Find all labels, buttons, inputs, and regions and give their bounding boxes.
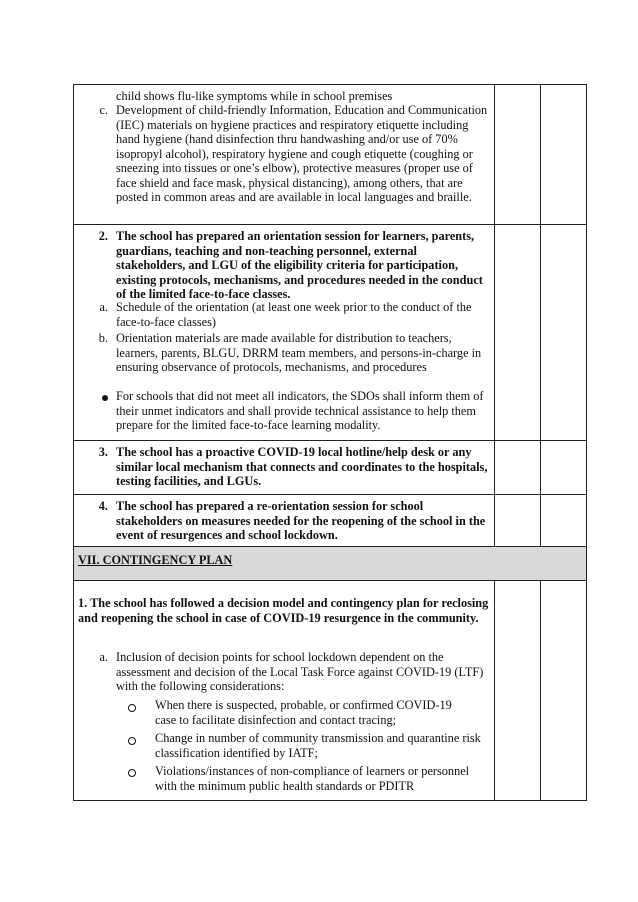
row5-item-a-marker: a. [99, 650, 108, 664]
row1-continuation-text: child shows flu-like symptoms while in school premises [116, 89, 393, 103]
row5-subitem-1: When there is suspected, probable, or confirmed COVID-19 case to facilitate disinfection and contact tracing; [155, 698, 452, 727]
column-divider [494, 84, 495, 546]
bullet-icon [102, 395, 108, 401]
column-divider [540, 84, 541, 546]
row5-item-a-text: Inclusion of decision points for school lockdown dependent on the assessment and decision of the Local Task Force against COVID-19 (LTF) with the following considerations: [116, 650, 484, 693]
row-divider [73, 224, 587, 225]
column-divider [540, 580, 541, 800]
circle-bullet-icon [128, 769, 136, 777]
table-border-top [73, 84, 587, 85]
section-title: VII. CONTINGENCY PLAN [78, 553, 233, 567]
table-border-bottom [73, 800, 587, 801]
row5-subitem-3: Violations/instances of non-compliance of learners or personnel with the minimum public health standards or PDITR [155, 764, 470, 793]
row3-heading: The school has a proactive COVID-19 local hotline/help desk or any similar local mechanism that connects and coordinates to the hospitals, testing facilities, and LGUs. [116, 445, 488, 488]
row2-bullet-text: For schools that did not meet all indicators, the SDOs shall inform them of their unmet indicators and shall provide technical assistance to help them prepare for the limited face-to-face learning modality. [116, 389, 484, 432]
row4-heading: The school has prepared a re-orientation session for school stakeholders on measures needed for the reopening of the school in the event of resurgences and school lockdown. [116, 499, 486, 542]
row2-item-b-marker: b. [98, 331, 108, 345]
row2-number: 2. [98, 229, 108, 243]
row5-subitem-2: Change in number of community transmission and quarantine risk classification identified by IATF; [155, 731, 481, 760]
row4-number: 4. [98, 499, 108, 513]
circle-bullet-icon [128, 704, 136, 712]
row-divider [73, 546, 587, 547]
table-border-left [73, 84, 74, 800]
row2-item-a-marker: a. [99, 300, 108, 314]
row3-number: 3. [98, 445, 108, 459]
column-divider [494, 580, 495, 800]
row-divider [73, 580, 587, 581]
row2-heading: The school has prepared an orientation session for learners, parents, guardians, teaching and non-teaching personnel, external stakeholders, and LGU of the eligibility criteria for participation, existing protocols, mechanisms, and procedures needed in the conduct of the limited face-to-face classes. [116, 229, 483, 301]
row1-item-c-text: Development of child-friendly Information, Education and Communication (IEC) materials on hygiene practices and respiratory etiquette including hand hygiene (hand disinfection thru handwashing and/or use of 70% isopropyl alcohol), respiratory hygiene and cough etiquette (coughing or sneezing into tissues or one’s elbow), protective measures (proper use of face shield and face mask, physical distancing), among others, that are posted in common areas and are available in local languages and braille. [116, 103, 488, 204]
row-divider [73, 440, 587, 441]
row1-item-c-marker: c. [99, 103, 108, 117]
circle-bullet-icon [128, 737, 136, 745]
row5-heading: 1. The school has followed a decision model and contingency plan for reclosing and reopening the school in case of COVID-19 resurgence in the community. [78, 596, 489, 625]
table-border-right [586, 84, 587, 800]
row2-item-b-text: Orientation materials are made available for distribution to teachers, learners, parents, BLGU, DRRM team members, and persons-in-charge in ensuring observance of protocols, mechanisms, and procedures [116, 331, 482, 374]
row-divider [73, 494, 587, 495]
row2-item-a-text: Schedule of the orientation (at least one week prior to the conduct of the face-to-face classes) [116, 300, 472, 329]
